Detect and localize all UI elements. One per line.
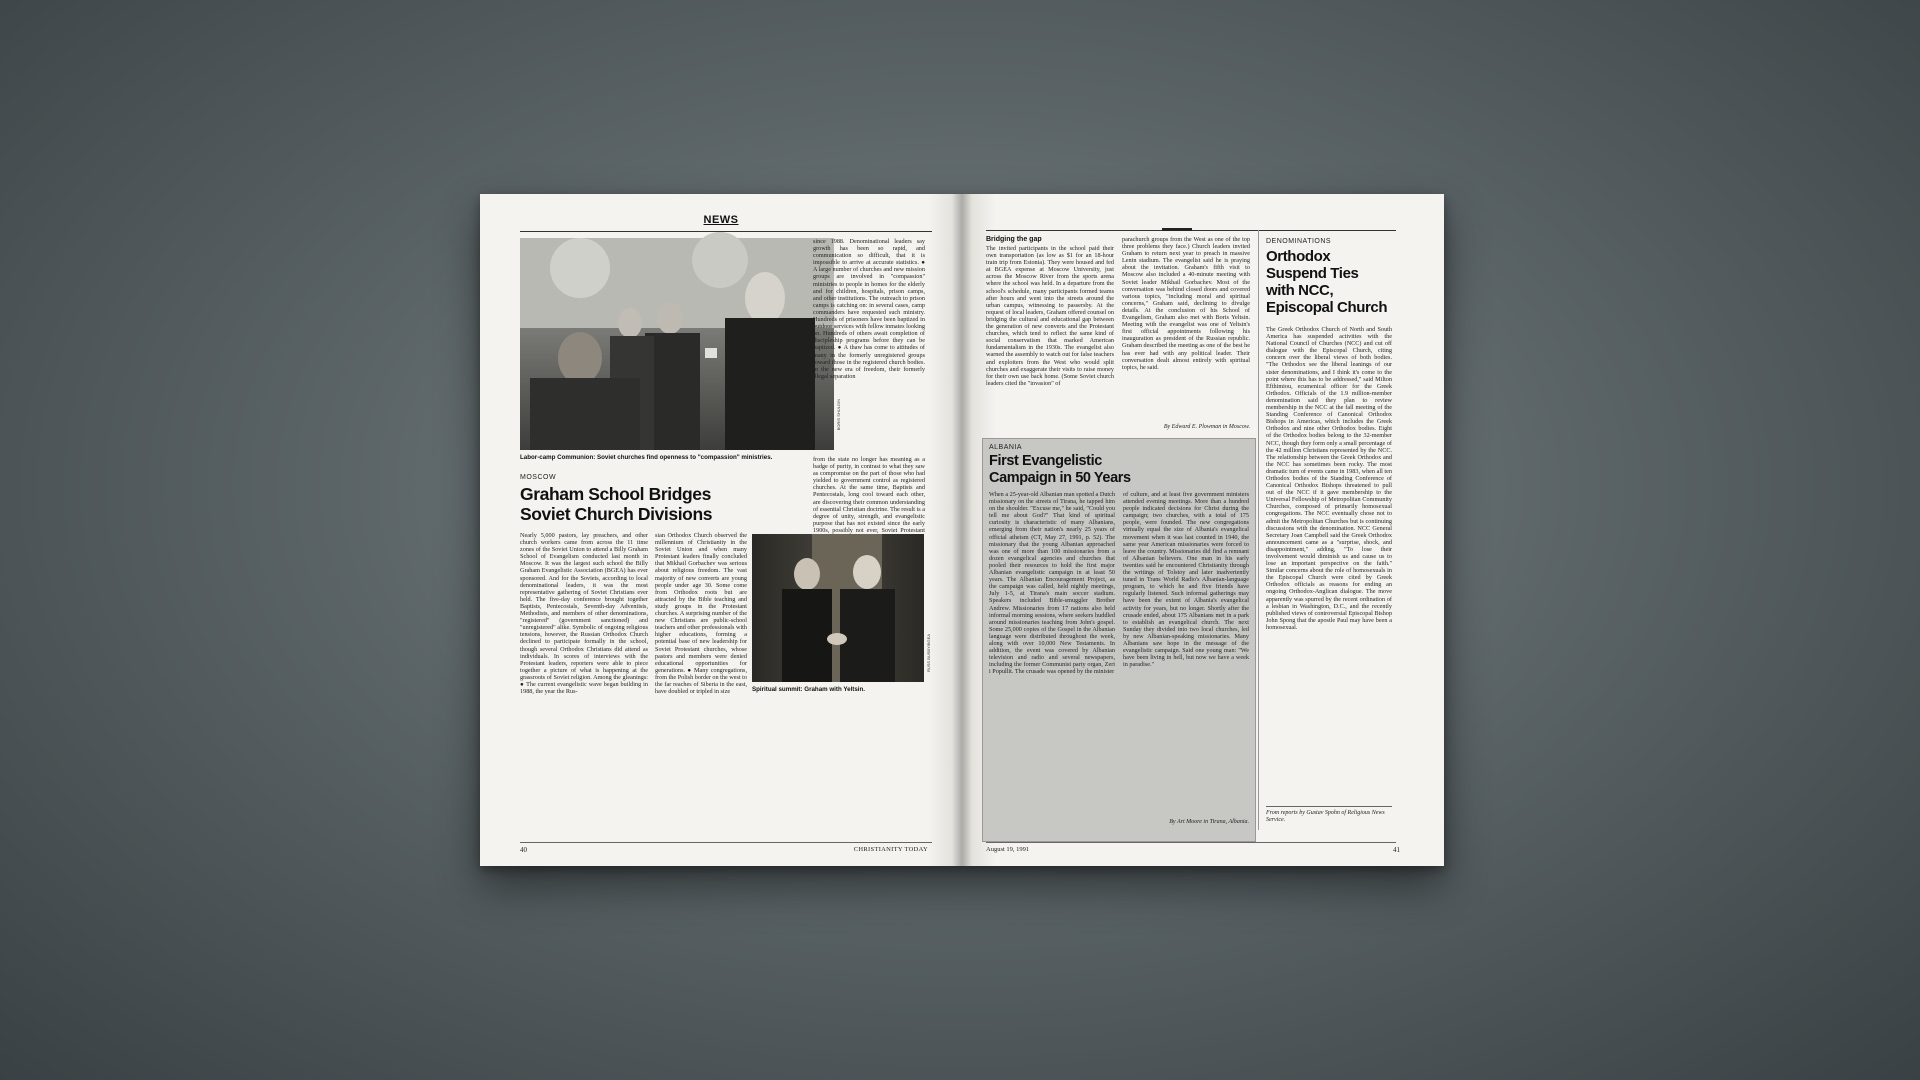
right-column-2: parachurch groups from the West as one of the top three problems they face.) Church leaders invited Graham to return next year to preach in massive Lenin stadium. The evangelist said he is praying about the invitation. Graham's fifth visit to Moscow also included a 40-minute meeting with Soviet leader Mikhail Gorbachev. Most of the conversation was behind closed doors and covered various topics, "including moral and spiritual concerns," Graham said, declining to divulge details. At the conclusion of his School of Evangelism, Graham also met with Boris Yeltsin. Meeting with the evangelist was one of Yeltsin's first official appointments following his inauguration as president of the Russian republic. Graham described the meeting as one of the best he has ever had with any political leader. Their conversation dealt almost entirely with spiritual topics, he said.	[1122, 236, 1250, 371]
albania-headline-line2: Campaign in 50 Years	[989, 470, 1131, 486]
header-mark	[1162, 228, 1192, 231]
header-rule	[520, 231, 932, 232]
article-column-3-top: since 1988. Denominational leaders say growth has been so rapid, and communication so difficult, that it is impossible to arrive at accurate statistics. ● A large number of churches and new mission groups are involved in "compassion" ministries to people in homes for the elderly and for children, hospitals, prison camps, and other institutions. The outreach to prison camps is catching on: in several cases, camp commanders have requested such ministry. Hundreds of prisoners have been baptized in outdoor services with fellow inmates looking on. Hundreds of others await completion of discipleship programs before they can be baptized. ● A thaw has come to attitudes of many in the formerly unregistered groups toward those in the registered church bodies. In the new era of freedom, their formerly illegal separation	[813, 238, 925, 380]
moore-byline: By Art Moore in Tirana, Albania.	[1169, 819, 1249, 825]
gutter	[952, 194, 972, 866]
bridging-gap-subhead: Bridging the gap	[986, 236, 1042, 243]
magazine-spread	[480, 194, 1444, 866]
graham-yeltsin-photo	[752, 534, 924, 682]
top-photo-credit: BORIS SHULGIN	[836, 399, 841, 431]
albania-column-1: When a 25-year-old Albanian man spotted a Dutch missionary on the streets of Tirana, he tapped him on the shoulder. "Excuse me," he said, "Could you tell me about God?" That kind of spiritual curiosity is characteristic of many Albanians, emerging from their nation's nearly 25 years of official atheism (CT, May 27, 1991, p. 52). The missionary that the young Albanian approached was one of more than 100 missionaries from a dozen evangelical agencies and churches that pooled their resources to hold the first major Albanian evangelistic campaign in at least 50 years. The Albanian Encouragement Project, as the campaign was called, held nightly meetings, July 1-5, at Tirana's main soccer stadium. Speakers included Bible-smuggler Brother Andrew. Missionaries from 17 nations also held informal morning sessions, where seekers huddled around missionaries teaching from John's gospel. Some 25,000 copies of the Gospel in the Albanian language were distributed throughout the week, along with over 10,000 New Testaments. In addition, the event was covered by Albanian television and radio and several newspapers, including the former Communist party organ, Zeri i Popullit. The crusade was opened by the minister	[989, 491, 1115, 676]
labor-camp-communion-photo	[520, 238, 834, 450]
page-number-left: 40	[520, 846, 527, 854]
article-headline-line1: Graham School Bridges	[520, 484, 711, 504]
section-label: NEWS	[703, 214, 739, 226]
denominations-kicker: DENOMINATIONS	[1266, 238, 1332, 245]
right-page	[962, 194, 1444, 866]
article-column-2: sian Orthodox Church observed the millennium of Christianity in the Soviet Union and when many Protestant leaders finally concluded that Mikhail Gorbachev was serious about religious freedom. The vast majority of new converts are young people under age 30. Some come from Orthodox roots but are attracted by the Bible teaching and study groups in the Protestant churches. A surprising number of the new Christians are public-school teachers and other professionals with higher educations, forming a potential base of new leadership for Soviet Protestant churches, whose pastors and members were denied educational opportunities for generations. ● Many congregations, from the Polish border on the west to the far reaches of Siberia in the east, have doubled or tripled in size	[655, 532, 747, 696]
issue-date: August 19, 1991	[986, 846, 1030, 853]
article-headline-line2: Soviet Church Divisions	[520, 504, 713, 524]
byline-rule	[1266, 806, 1392, 807]
page-number-right: 41	[1393, 846, 1400, 854]
bottom-photo-credit: RUSS BUSBY/BGEA	[926, 634, 931, 673]
albania-box	[982, 438, 1256, 842]
spohn-byline: From reports by Gustav Spohn of Religious News Service.	[1266, 810, 1385, 823]
top-photo-caption: Labor-camp Communion: Soviet churches find openness to "compassion" ministries.	[520, 454, 773, 461]
orthodox-article-text: The Greek Orthodox Church of North and South America has suspended activities with the National Council of Churches (NCC) and cut off dialogue with the Episcopal Church, citing concern over the liberal views of both bodies. "The Orthodox see the liberal leanings of our sister denominations, and I think it's come to the point where this has to be addressed," said Milton Efthimiou, ecumenical officer for the Greek Orthodox. Officials of the 1.9 million-member denomination said they plan to review membership in the NCC at the fall meeting of the Standing Conference of Canonical Orthodox Bishops in Americas, which includes the Greek Orthodox and nine other Orthodox bodies. Eight of the Orthodox bodies belong to the 32-member NCC, though they form only a small percentage of the 42 million Christians represented by the NCC. The relationship between the Greek Orthodox and the NCC has sometimes been rocky. The most dramatic turn of events came in 1983, when all ten Orthodox bodies of the Standing Conference of Canonical Orthodox Bishops threatened to pull out of the NCC if it gave membership to the Universal Fellowship of Metropolitan Community Churches, composed of primarily homosexual congregations. The NCC eventually chose not to admit the Metropolitan Churches but is continuing discussions with the denomination. NCC General Secretary Joan Campbell said the Greek Orthodox announcement came as a "surprise, shock, and disappointment," adding, "To lose their involvement would diminish us and cause us to lose an important perspective on the faith." Similar concerns about the role of homosexuals in the Episcopal Church were cited by Greek Orthodox officials as reasons for ending an ongoing Orthodox-Anglican dialogue. The move apparently was spurred by the recent ordination of a lesbian in Washington, D.C., and the recently published views of controversial Episcopal Bishop John Spong that the apostle Paul may have been a homosexual.	[1266, 326, 1392, 631]
publication-name: CHRISTIANITY TODAY	[853, 846, 928, 853]
footer-rule	[520, 842, 932, 843]
bottom-photo-caption: Spiritual summit: Graham with Yeltsin.	[752, 686, 866, 693]
column-divider	[1258, 230, 1259, 830]
orthodox-headline-line4: Episcopal Church	[1266, 299, 1388, 316]
plowman-byline: By Edward E. Plowman in Moscow.	[1163, 424, 1250, 430]
orthodox-headline-line3: with NCC,	[1266, 282, 1334, 299]
footer-rule-right	[986, 842, 1396, 843]
orthodox-headline-line1: Orthodox	[1266, 248, 1331, 265]
photo-illustration-2	[752, 534, 924, 682]
albania-headline-line1: First Evangelistic	[989, 453, 1102, 469]
article-column-3-mid: from the state no longer has meaning as a badge of purity, in contrast to what they saw as compromise on the part of those who had yielded to government control as registered churches. At the same time, Baptists and Pentecostals, long cool toward each other, are discovering their common understanding of essential Christian doctrine. The result is a degree of unity, strength, and evangelistic purpose that has not existed since the early 1900s, possibly not ever, Soviet Protestant	[813, 456, 925, 534]
albania-kicker: ALBANIA	[989, 444, 1023, 451]
right-column-1: The invited participants in the school paid their own transportation (as low as $1 for an 18-hour train trip from Estonia). They were housed and fed at BGEA expense at Moscow University, just across the Moscow River from the sports arena where the school was held. In a departure from the school's schedule, many participants formed teams after hours and went into the streets around the urban campus, witnessing to passersby. At the request of local leaders, Graham offered counsel on bridging the cultural and educational gap between the generation of new converts and the Protestant churches, which tend to reflect the same kind of social conservatism that marked American fundamentalism in the 1930s. The evangelist also warned the assembly to watch out for false teachers and exploiters from the West who would split churches and exaggerate their visits to raise money for their own use back home. (Some Soviet church leaders cited the "invasion" of	[986, 245, 1114, 387]
article-column-1: Nearly 5,000 pastors, lay preachers, and other church workers came from across the 11 time zones of the Soviet Union to attend a Billy Graham School of Evangelism conducted last month in Moscow. It was the largest such school the Billy Graham Evangelistic Association (BGEA) has ever sponsored. And for the Soviets, according to local denominational leaders, it was the most representative gathering of Soviet Christians ever held. The five-day conference brought together Baptists, Pentecostals, Seventh-day Adventists, Methodists, and members of other denominations, "registered" (government sanctioned) and "unregistered" alike. Symbolic of ongoing religious tensions, however, the Russian Orthodox Church declined to participate formally in the school, though several Orthodox Christians did attend as individuals. In scores of interviews with the Protestant leaders, reporters were able to piece together a picture of what is happening at the grassroots of Soviet religion. Among the gleanings: ● The current evangelistic wave began building in 1988, the year the Rus-	[520, 532, 648, 696]
photo-illustration	[520, 238, 834, 450]
albania-column-2: of culture, and at least five government ministers attended evening meetings. More than a hundred people indicated decisions for Christ during the campaign; two churches, with a total of 175 people, were founded. The new congregations virtually equal the size of Albania's evangelical movement when it was last counted in 1940, the same year American missionaries were forced to leave the country. Missionaries did find a remnant of Albanian believers. One man in his early twenties said he encountered Christianity through the writings of Tolstoy and later inadvertently tuned in Trans World Radio's Albanian-language program, to which he and five friends have regularly listened. Such informal gatherings may have been the extent of Albania's evangelical activity for years, but no longer. Shortly after the crusade ended, about 175 Albanians met in a park to establish an evangelical church. The next Sunday they divided into two local churches, led by new Albanian-speaking missionaries. Many Albanians saw hope in the message of the evangelistic campaign. Said one young man: "We have been living in hell, but now we have a week in paradise."	[1123, 491, 1249, 669]
orthodox-headline-line2: Suspend Ties	[1266, 265, 1359, 282]
article-kicker: MOSCOW	[520, 474, 557, 481]
left-page	[480, 194, 962, 866]
